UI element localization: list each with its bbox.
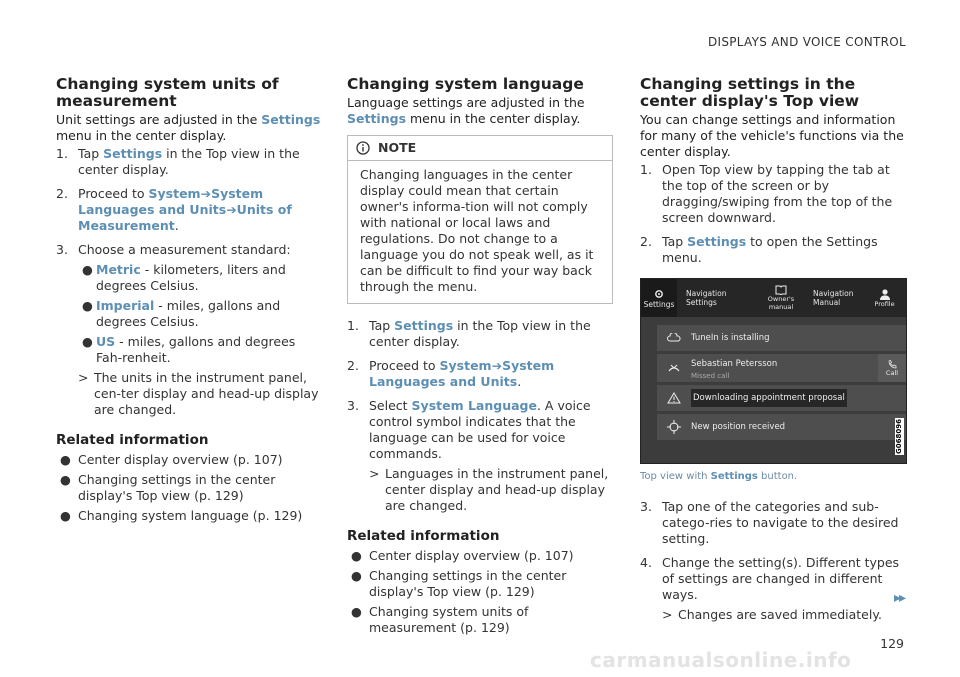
arrow-right-icon: ➔ <box>226 202 237 217</box>
crosshair-icon <box>667 420 681 434</box>
info-icon <box>356 141 370 155</box>
profile-icon <box>879 288 891 300</box>
option-us: ● US - miles, gallons and degrees Fah-renheit. <box>82 334 296 365</box>
page-number: 129 <box>880 636 904 651</box>
topview-intro: You can change settings and information for many of the vehicle's functions via the center display. <box>640 112 904 159</box>
notification-appointment[interactable]: Downloading appointment proposal <box>657 385 906 411</box>
language-step-2: 2. Proceed to System➔System Languages and Units. <box>347 358 555 389</box>
settings-link[interactable]: Settings <box>394 318 454 333</box>
tab-owners-manual[interactable]: Owner's manual <box>763 279 799 317</box>
notification-position[interactable]: New position received <box>657 414 906 440</box>
settings-link[interactable]: Settings <box>687 234 747 249</box>
topview-step-2: 2. Tap Settings to open the Settings menu. <box>640 234 878 265</box>
tab-navigation-manual[interactable]: Navigation Manual <box>813 289 854 307</box>
arrow-right-icon: ➔ <box>491 358 503 373</box>
related-item[interactable]: ● Changing system units of measurement (p. 129) <box>351 604 529 635</box>
related-item[interactable]: ● Changing settings in the center display's Top view (p. 129) <box>351 568 567 599</box>
units-related-title: Related information <box>56 432 209 448</box>
related-item[interactable]: ● Changing settings in the center display's Top view (p. 129) <box>60 472 276 503</box>
notification-tunein[interactable]: TuneIn is installing <box>657 325 906 351</box>
language-step-3: 3. Select System Language. A voice control symbol indicates that the language can be used for voice commands. > Languages in the instrument panel, center display and head-up display are changed. <box>347 398 613 514</box>
option-imperial: ● Imperial - miles, gallons and degrees Celsius. <box>82 298 281 329</box>
topview-step-1: 1. Open Top view by tapping the tab at the top of the screen or by dragging/swiping from the top of the screen downward. <box>640 162 893 225</box>
tab-settings[interactable]: Settings <box>641 279 677 317</box>
language-title: Changing system language <box>347 75 584 93</box>
topview-step-4: 4. Change the setting(s). Different types of settings are changed in different ways. > Changes are saved immediately. <box>640 555 908 623</box>
related-item[interactable]: ● Center display overview (p. 107) <box>351 548 574 563</box>
related-item[interactable]: ● Center display overview (p. 107) <box>60 452 283 467</box>
units-intro: Unit settings are adjusted in the Settings menu in the center display. <box>56 112 321 143</box>
topview-result: > Changes are saved immediately. <box>662 607 882 622</box>
related-item[interactable]: ● Changing system language (p. 129) <box>60 508 303 523</box>
next-page-icon[interactable]: ▸▸ <box>893 590 904 606</box>
language-step-1: 1. Tap Settings in the Top view in the center display. <box>347 318 591 349</box>
language-result: > Languages in the instrument panel, center display and head-up display are changed. <box>369 466 609 513</box>
language-intro: Language settings are adjusted in the Settings menu in the center display. <box>347 95 585 126</box>
gear-icon <box>653 288 665 300</box>
column-top-view <box>640 76 908 623</box>
watermark: carmanualsonline.info <box>590 648 852 672</box>
units-step-2: 2. Proceed to System➔System Languages and Units➔Units of Measurement. <box>56 186 292 233</box>
top-view-screenshot <box>640 278 907 464</box>
arrow-right-icon: ➔ <box>200 186 212 201</box>
language-related-title: Related information <box>347 528 500 544</box>
tab-navigation-settings[interactable]: Navigation Settings <box>686 289 727 307</box>
notification-missed-call[interactable]: Sebastian Petersson Missed call Call <box>657 354 906 382</box>
units-step-3: 3. Choose a measurement standard: ● Metric - kilometers, liters and degrees Celsius. ● Imperial - miles, gallons and degrees Celsius. ● US - miles, gallons and degrees Fah-renheit. > The units in the instrument panel, cen-ter display and head-up display are changed. <box>56 242 321 418</box>
call-button[interactable]: Call <box>878 354 906 382</box>
section-header: DISPLAYS AND VOICE CONTROL <box>707 35 906 49</box>
column-units <box>56 76 321 524</box>
topview-title: Changing settings in the center display's Top view <box>640 75 860 110</box>
phone-icon <box>888 360 897 369</box>
units-result: > The units in the instrument panel, cen-ter display and head-up display are changed. <box>78 370 319 417</box>
top-view-tab-bar <box>641 279 906 317</box>
book-icon <box>775 285 787 295</box>
option-metric: ● Metric - kilometers, liters and degrees Celsius. <box>82 262 286 293</box>
figure-code: G068096 <box>895 419 903 454</box>
topview-step-3: 3. Tap one of the categories and sub-catego-ries to navigate to the desired setting. <box>640 499 899 546</box>
warning-triangle-icon <box>667 392 681 404</box>
units-title: Changing system units of measurement <box>56 75 279 110</box>
units-step-1: 1. Tap Settings in the Top view in the center display. <box>56 146 300 177</box>
figure-caption: Top view with Settings button. <box>640 471 798 482</box>
missed-call-icon <box>667 362 681 374</box>
download-cloud-icon <box>667 333 681 343</box>
settings-link[interactable]: Settings <box>103 146 163 161</box>
column-language <box>347 76 613 636</box>
note-title: NOTE <box>378 140 417 155</box>
note-text: Changing languages in the center display could mean that certain owner's informa-tion will not comply with national or local laws and regulations. Do not change to a language you do not speak well, as it can be difficult to find your way back through the menu. <box>360 167 594 294</box>
tab-profile[interactable]: Profile <box>863 279 906 317</box>
note-box <box>347 135 613 304</box>
